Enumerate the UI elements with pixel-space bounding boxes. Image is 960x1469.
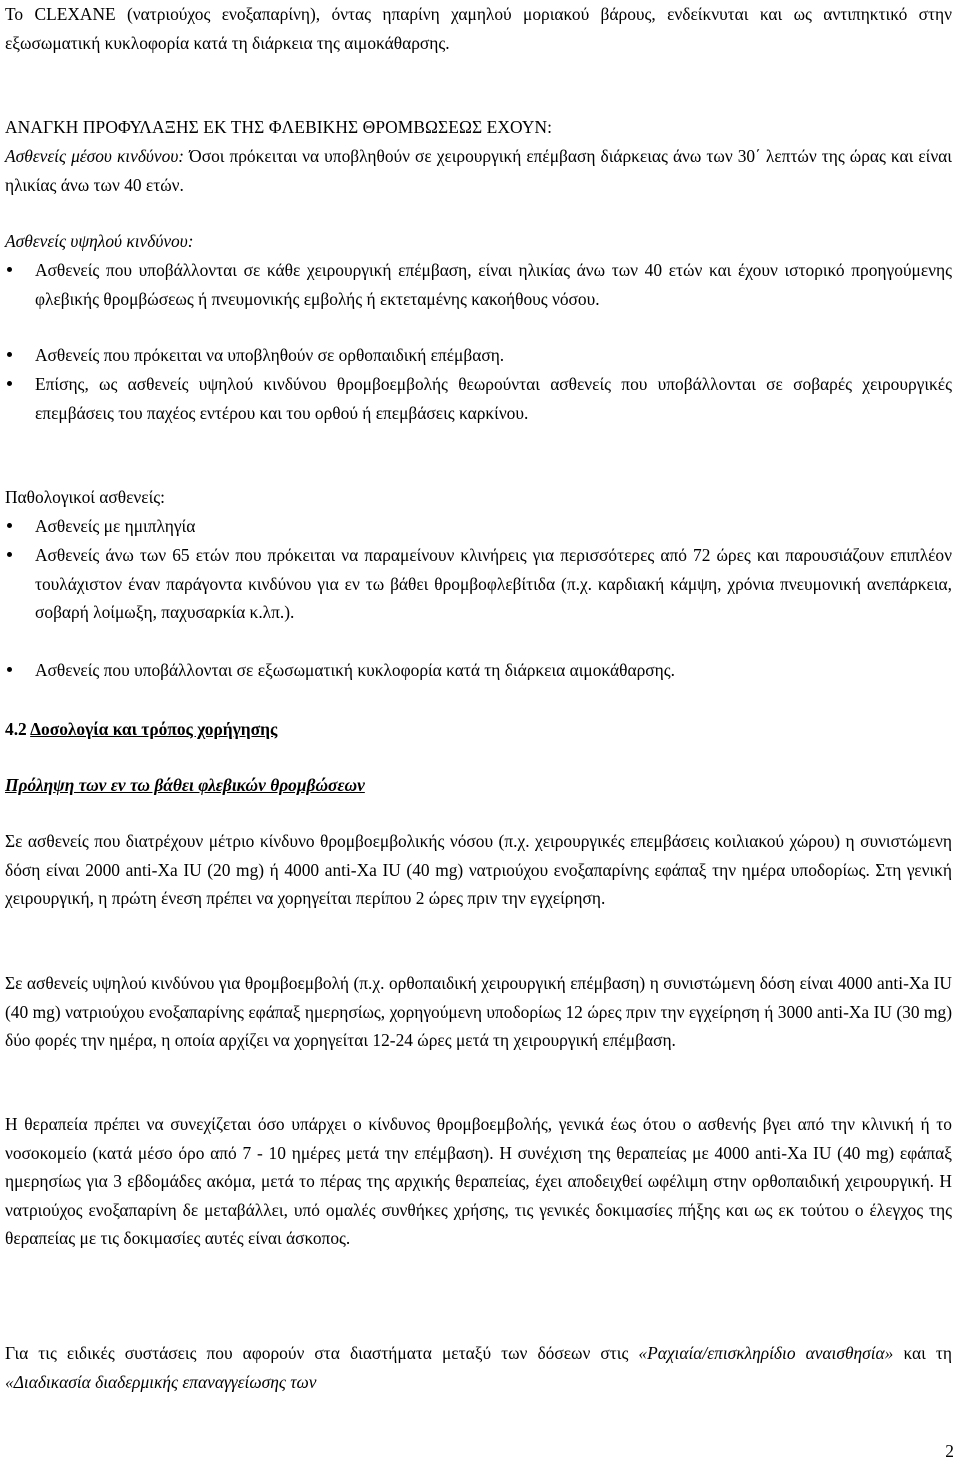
section-title: Δοσολογία και τρόπος χορήγησης	[30, 719, 278, 739]
medium-risk-label: Ασθενείς μέσου κινδύνου:	[5, 146, 185, 166]
quote-spinal: «Ραχιαία/επισκληρίδιο αναισθησία»	[638, 1343, 894, 1363]
dosage-paragraph: Σε ασθενείς που διατρέχουν μέτριο κίνδυνο θρομβοεμβολικής νόσου (π.χ. χειρουργικές επεμβάσεις κοιλιακού χώρου) η συνιστώμενη δόση είναι 2000 anti-Xa IU (20 mg) ή 4000 anti-Xa IU (40 mg) νατριούχου ενοξαπαρίνης εφάπαξ την ημέρα υποδορίως. Στη γενική χειρουργική, η πρώτη ένεση πρέπει να χορηγείται περίπου 2 ώρες πριν την εγχείρηση.	[5, 831, 952, 909]
page-number: 2	[945, 1441, 954, 1461]
high-risk-label: Ασθενείς υψηλού κινδύνου:	[5, 231, 194, 251]
section-heading	[5, 715, 952, 744]
bullet-icon	[7, 523, 12, 528]
dosage-paragraph: Η θεραπεία πρέπει να συνεχίζεται όσο υπάρχει ο κίνδυνος θρομβοεμβολής, γενικά έως ότου ο ασθενής βγει από την κλινική ή το νοσοκομείο (κατά μέσο όρο από 7 - 10 ημέρες μετά την επέμβαση). Η συνέχιση της θεραπείας με 4000 anti-Xa IU (40 mg) εφάπαξ ημερησίως για 3 εβδομάδες ακόμα, μετά το πέρας της αρχικής θεραπείας, έχει αποδειχθεί ωφέλιμη στην ορθοπαιδική χειρουργική. Η νατριούχος ενοξαπαρίνη δε μεταβάλλει, υπό ομαλές συνθήκες χρήσης, τις γενικές δοκιμασίες πήξης και ως εκ τούτου ο έλεγχος της θεραπείας με τις δοκιμασίες αυτές είναι άσκοπος.	[5, 1114, 952, 1249]
pathology-label: Παθολογικοί ασθενείς:	[5, 487, 165, 507]
last-paragraph-middle: και τη	[903, 1343, 952, 1363]
bullet-icon	[7, 667, 12, 672]
last-paragraph	[5, 1339, 952, 1396]
intro-paragraph: Το CLEXANE (νατριούχος ενοξαπαρίνη), όντας ηπαρίνη χαμηλού μοριακού βάρους, ενδείκνυται και ως αντιπηκτικό στην εξωσωματική κυκλοφορία κατά τη διάρκεια της αιμοκάθαρσης.	[5, 4, 952, 53]
list-item-text: Ασθενείς άνω των 65 ετών που πρόκειται να παραμείνουν κλινήρεις για περισσότερες από 72 ώρες και παρουσιάζουν επιπλέον τουλάχιστον έναν παράγοντα κινδύνου για εν τω βάθει θρομβοφλεβίτιδα (π.χ. καρδιακή κάμψη, χρόνια πνευμονική ανεπάρκεια, σοβαρή λοίμωξη, παχυσαρκία κ.λπ.).	[35, 545, 952, 623]
need-heading: ΑΝΑΓΚΗ ΠΡΟΦΥΛΑΞΗΣ ΕΚ ΤΗΣ ΦΛΕΒΙΚΗΣ ΘΡΟΜΒΩΣΕΩΣ ΕΧΟΥΝ:	[5, 117, 553, 137]
list-item-text: Ασθενείς που πρόκειται να υποβληθούν σε ορθοπαιδική επέμβαση.	[35, 345, 505, 365]
bullet-icon	[7, 381, 12, 386]
bullet-icon	[7, 267, 12, 272]
bullet-icon	[7, 352, 12, 357]
list-item-text: Ασθενείς που υποβάλλονται σε κάθε χειρουργική επέμβαση, είναι ηλικίας άνω των 40 ετών και έχουν ιστορικό προηγούμενης φλεβικής θρομβώσεως ή πνευμονικής εμβολής ή εκτεταμένης κακοήθους νόσου.	[35, 260, 952, 309]
dosage-paragraph: Σε ασθενείς υψηλού κινδύνου για θρομβοεμβολή (π.χ. ορθοπαιδική χειρουργική επέμβαση) η συνιστώμενη δόση είναι 4000 anti-Xa IU (40 mg) νατριούχου ενοξαπαρίνης εφάπαξ ημερησίως, χορηγούμενη υποδορίως 12 ώρες πριν την εγχείρηση ή 3000 anti-Xa IU (30 mg) δύο φορές την ημέρα, η οποία αρχίζει να χορηγείται 12-24 ώρες μετά τη χειρουργική επέμβαση.	[5, 973, 952, 1051]
bullet-icon	[7, 552, 12, 557]
list-item-text: Ασθενείς που υποβάλλονται σε εξωσωματική κυκλοφορία κατά τη διάρκεια αιμοκάθαρσης.	[35, 660, 675, 680]
quote-percutaneous: «Διαδικασία διαδερμικής επαναγγείωσης των	[5, 1371, 317, 1392]
medium-risk-paragraph	[5, 142, 952, 199]
list-item-text: Επίσης, ως ασθενείς υψηλού κινδύνου θρομβοεμβολής θεωρούνται ασθενείς που υποβάλλονται σε σοβαρές χειρουργικές επεμβάσεις του παχέος εντέρου και του ορθού ή επεμβάσεις καρκίνου.	[35, 374, 952, 423]
subsection-title: Πρόληψη των εν τω βάθει φλεβικών θρομβώσεων	[5, 775, 365, 795]
list-item-text: Ασθενείς με ημιπληγία	[35, 516, 196, 536]
last-paragraph-text: Για τις ειδικές συστάσεις που αφορούν στα διαστήματα μεταξύ των δόσεων στις	[5, 1343, 629, 1363]
medium-risk-text: Όσοι πρόκειται να υποβληθούν σε χειρουργική επέμβαση διάρκειας άνω των 30΄ λεπτών της ώρας και είναι ηλικίας άνω των 40 ετών.	[5, 146, 952, 195]
section-number: 4.2	[5, 719, 27, 739]
